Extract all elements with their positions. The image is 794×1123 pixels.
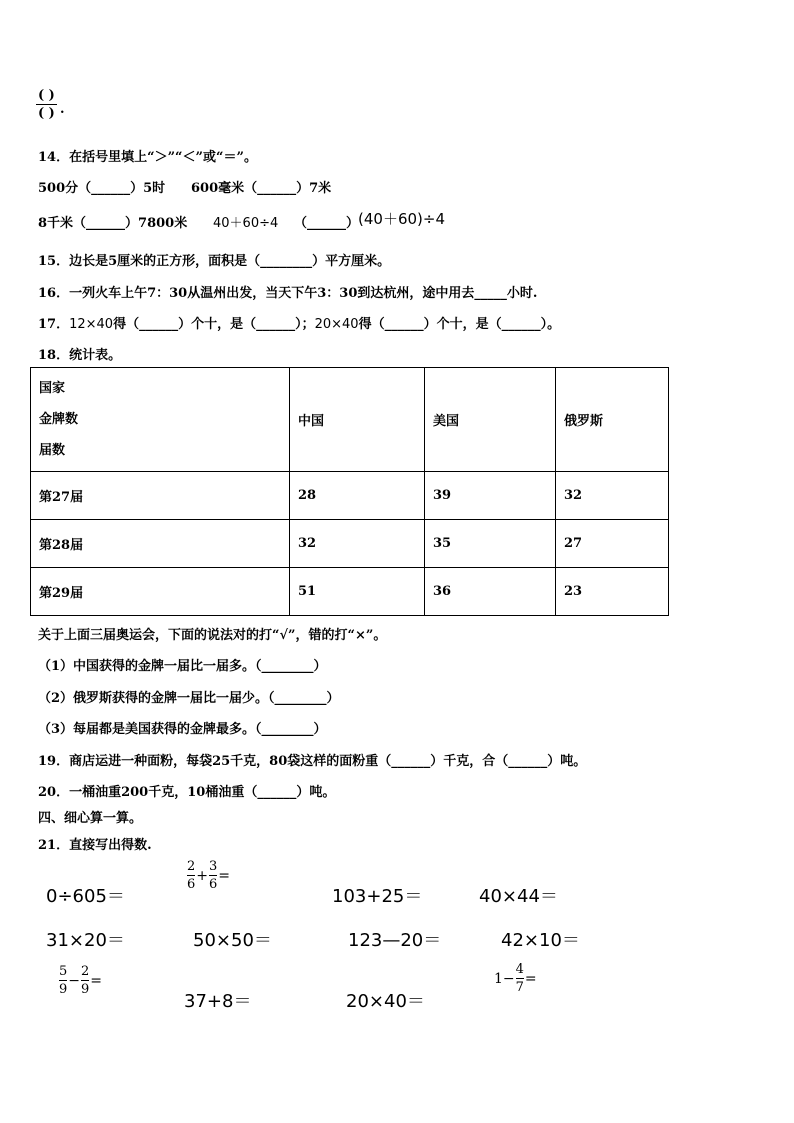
fraction <box>516 963 524 994</box>
q17-text-1: 得（______）个十，是（______）； <box>113 317 315 332</box>
cell-value: 51 <box>290 568 425 616</box>
cell-value: 35 <box>425 520 556 568</box>
fraction-bar <box>209 875 217 876</box>
fraction-numerator: 2 <box>187 859 196 874</box>
fraction-numerator: 2 <box>81 964 90 979</box>
whole-number: 1− <box>494 970 515 987</box>
table-corner-cell <box>31 368 290 472</box>
q20-text: 20．一桶油重200千克，10桶油重（______）吨。 <box>38 785 336 800</box>
calc-4: 40×44＝ <box>479 886 558 907</box>
cell-value: 27 <box>556 520 669 568</box>
fraction-numerator: 5 <box>59 964 68 979</box>
operator: + <box>196 867 209 884</box>
fraction <box>209 860 217 891</box>
cell-value: 32 <box>290 520 425 568</box>
calc-3: 103+25＝ <box>332 886 423 907</box>
q16-text: 16．一列火车上午7：30从温州出发，当天下午3：30到达杭州，途中用去_____小时. <box>38 286 538 301</box>
q17-text-2: 得（______）个十，是（______）。 <box>358 317 561 332</box>
cell-value: 28 <box>290 472 425 520</box>
q18-statement-2: （2）俄罗斯获得的金牌一届比一届少。（________） <box>38 691 340 706</box>
fraction-bar <box>187 875 195 876</box>
fraction-denominator: 6 <box>187 877 196 892</box>
fraction-denominator: 6 <box>209 877 218 892</box>
calc-5: 31×20＝ <box>46 930 125 951</box>
q18-title: 18．统计表。 <box>38 348 122 363</box>
q14-blank: （______） <box>294 216 360 231</box>
fraction-numerator: ( ) <box>38 88 55 103</box>
q19-text: 19．商店运进一种面粉，每袋25千克，80袋这样的面粉重（______）千克，合（______）吨。 <box>38 754 587 769</box>
table-row <box>31 568 669 616</box>
fraction-numerator: 4 <box>515 962 524 977</box>
equals-sign: = <box>524 970 537 987</box>
top-fraction <box>36 89 57 120</box>
q18-prompt: 关于上面三届奥运会，下面的说法对的打“√”，错的打“×”。 <box>38 628 387 643</box>
table-row <box>31 520 669 568</box>
q21-title: 21．直接写出得数. <box>38 838 152 853</box>
operator: − <box>68 972 81 989</box>
cell-value: 32 <box>556 472 669 520</box>
calc-8: 42×10＝ <box>501 930 580 951</box>
fraction-bar <box>81 980 89 981</box>
header-session-label: 届数 <box>39 443 66 458</box>
row-label: 第27届 <box>31 472 290 520</box>
row-label: 第28届 <box>31 520 290 568</box>
calc-1: 0÷605＝ <box>46 886 125 907</box>
cell-value: 39 <box>425 472 556 520</box>
cell-value: 23 <box>556 568 669 616</box>
stats-table <box>30 367 669 616</box>
q14-expr-left: 40＋60÷4 <box>213 216 279 231</box>
fraction-denominator: 9 <box>81 982 90 997</box>
q18-statement-3: （3）每届都是美国获得的金牌最多。（________） <box>38 722 327 737</box>
q17-line <box>38 313 560 332</box>
q17-expr-2: 20×40 <box>314 317 359 332</box>
equals-sign: = <box>90 972 103 989</box>
header-usa: 美国 <box>425 368 556 472</box>
fraction <box>59 965 67 996</box>
fraction-numerator: 3 <box>209 859 218 874</box>
section-4-heading: 四、细心算一算。 <box>38 811 143 826</box>
header-country-label: 国家 <box>39 381 66 396</box>
fraction-denominator: 9 <box>59 982 68 997</box>
calc-10: 37+8＝ <box>184 991 252 1012</box>
fraction-bar <box>59 980 67 981</box>
calc-9 <box>58 965 102 996</box>
fraction-bar <box>36 104 57 105</box>
q17-number: 17． <box>38 317 70 332</box>
table-row <box>31 472 669 520</box>
fraction <box>81 965 89 996</box>
header-russia: 俄罗斯 <box>556 368 669 472</box>
row-label: 第29届 <box>31 568 290 616</box>
equals-sign: = <box>218 867 231 884</box>
top-fraction-period: . <box>60 102 65 117</box>
table-header-row <box>31 368 669 472</box>
header-china: 中国 <box>290 368 425 472</box>
q14-item-3: 8千米（______）7800米 <box>38 216 188 231</box>
q18-statement-1: （1）中国获得的金牌一届比一届多。（________） <box>38 659 327 674</box>
calc-7: 123—20＝ <box>348 930 442 951</box>
q17-expr-1: 12×40 <box>69 317 114 332</box>
cell-value: 36 <box>425 568 556 616</box>
q14-item-2: 600毫米（______）7米 <box>191 181 332 196</box>
calc-2 <box>186 860 230 891</box>
q14-item-1: 500分（______）5时 <box>38 181 166 196</box>
q14-expr-right: (40＋60)÷4 <box>358 210 445 228</box>
fraction-denominator: ( ) <box>38 106 55 121</box>
fraction <box>187 860 195 891</box>
q15-text: 15．边长是5厘米的正方形，面积是（________）平方厘米。 <box>38 254 391 269</box>
calc-6: 50×50＝ <box>193 930 272 951</box>
header-medal-label: 金牌数 <box>39 412 79 427</box>
calc-12 <box>494 963 537 994</box>
q14-title: 14．在括号里填上“＞”“＜”或“＝”。 <box>38 150 257 165</box>
fraction-denominator: 7 <box>515 980 524 995</box>
calc-11: 20×40＝ <box>346 991 425 1012</box>
fraction-bar <box>516 978 524 979</box>
